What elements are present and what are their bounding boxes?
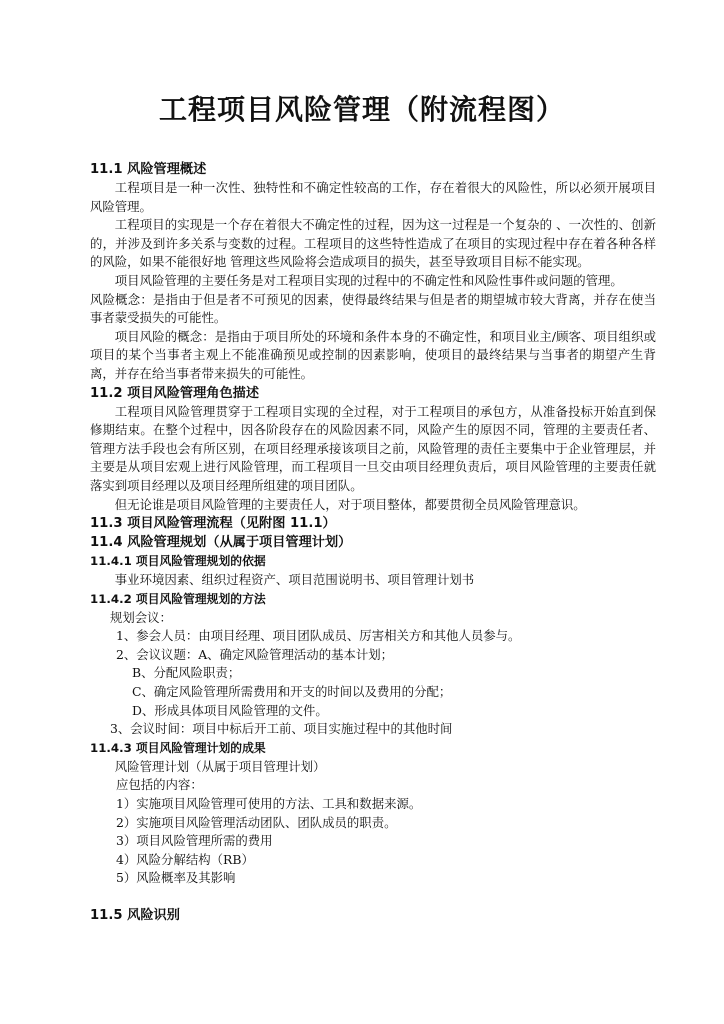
list-item: 3）项目风险管理所需的费用: [116, 833, 273, 849]
list-item: 2、会议议题：A、确定风险管理活动的基本计划；: [116, 646, 394, 662]
paragraph: 工程项目的实现是一个存在着很大不确定性的过程，因为这一过程是一个复杂的 、一次性的、创新的，并涉及到许多关系与变数的过程。工程项目的这些特性造成了在项目的实现过程中存在着各种各样的风险，如果不能很好地 管理这些风险将会造成项目的损失，甚至导致项目目标不能实现。: [90, 217, 656, 270]
paragraph: 事业环境因素、组织过程资产、项目范围说明书、项目管理计划书: [114, 572, 475, 588]
document-title: 工程项目风险管理（附流程图）: [158, 93, 565, 126]
list-item: 4）风险分解结构（RB）: [116, 851, 254, 867]
paragraph: 项目风险管理的主要任务是对工程项目实现的过程中的不确定性和风险性事件或问题的管理。: [114, 272, 623, 288]
subsection-heading-11-4-2: 11.4.2 项目风险管理规划的方法: [90, 591, 266, 606]
list-item: 3、会议时间：项目中标后开工前、项目实施过程中的其他时间: [110, 721, 453, 737]
list-subitem: C、确定风险管理所需费用和开支的时间以及费用的分配；: [132, 684, 452, 700]
paragraph: 项目风险的概念：是指由于项目所处的环境和条件本身的不确定性，和项目业主/顾客、项目组织或项目的某个当事者主观上不能准确预见或控制的因素影响，使项目的最终结果与当事者的期望产生背离，并存在给当事者带来损失的可能性。: [90, 328, 656, 381]
paragraph: 但无论谁是项目风险管理的主要责任人，对于项目整体，都要贯彻全员风险管理意识。: [114, 496, 586, 512]
list-item: 1、参会人员：由项目经理、项目团队成员、厉害相关方和其他人员参与。: [116, 628, 521, 644]
spacer: [90, 888, 656, 906]
paragraph: 工程项目是一种一次性、独特性和不确定性较高的工作，存在着很大的风险性，所以必须开展项目风险管理。: [90, 180, 656, 214]
section-heading-11-5: 11.5 风险识别: [90, 908, 180, 923]
document-body: [90, 160, 656, 925]
list-item: 1）实施项目风险管理可使用的方法、工具和数据来源。: [116, 796, 422, 812]
list-item: 5）风险概率及其影响: [116, 870, 236, 886]
paragraph: 应包括的内容：: [116, 777, 203, 793]
subsection-heading-11-4-3: 11.4.3 项目风险管理计划的成果: [90, 740, 266, 755]
paragraph: 工程项目风险管理贯穿于工程项目实现的全过程，对于工程项目的承包方，从准备投标开始直到保修期结束。在整个过程中，因各阶段存在的风险因素不同，风险产生的原因不同，管理的主要责任者、管理方法手段也会有所区别，在项目经理承接该项目之前，风险管理的责任主要集中于企业管理层，并主要是从项目宏观上进行风险管理，而工程项目一旦交由项目经理负责后，项目风险管理的主要责任就落实到项目经理以及项目经理所组建的项目团队。: [90, 403, 656, 493]
section-heading-11-4: 11.4 风险管理规划（从属于项目管理计划）: [90, 535, 352, 551]
subsection-heading-11-4-1: 11.4.1 项目风险管理规划的依据: [90, 554, 266, 569]
section-heading-11-3: 11.3 项目风险管理流程（见附图 11.1）: [90, 516, 336, 532]
list-subitem: B、分配风险职责；: [132, 665, 241, 681]
paragraph: 风险管理计划（从属于项目管理计划）: [114, 758, 326, 774]
list-item: 2）实施项目风险管理活动团队、团队成员的职责。: [116, 814, 397, 830]
section-heading-11-1: 11.1 风险管理概述: [90, 162, 207, 177]
list-subitem: D、形成具体项目风险管理的文件。: [132, 702, 328, 718]
list-intro: 规划会议：: [110, 609, 172, 625]
paragraph: 风险概念：是指由于但是者不可预见的因素，使得最终结果与但是者的期望城市较大背离，并存在使当事者蒙受损失的可能性。: [90, 291, 656, 326]
section-heading-11-2: 11.2 项目风险管理角色描述: [90, 385, 260, 401]
